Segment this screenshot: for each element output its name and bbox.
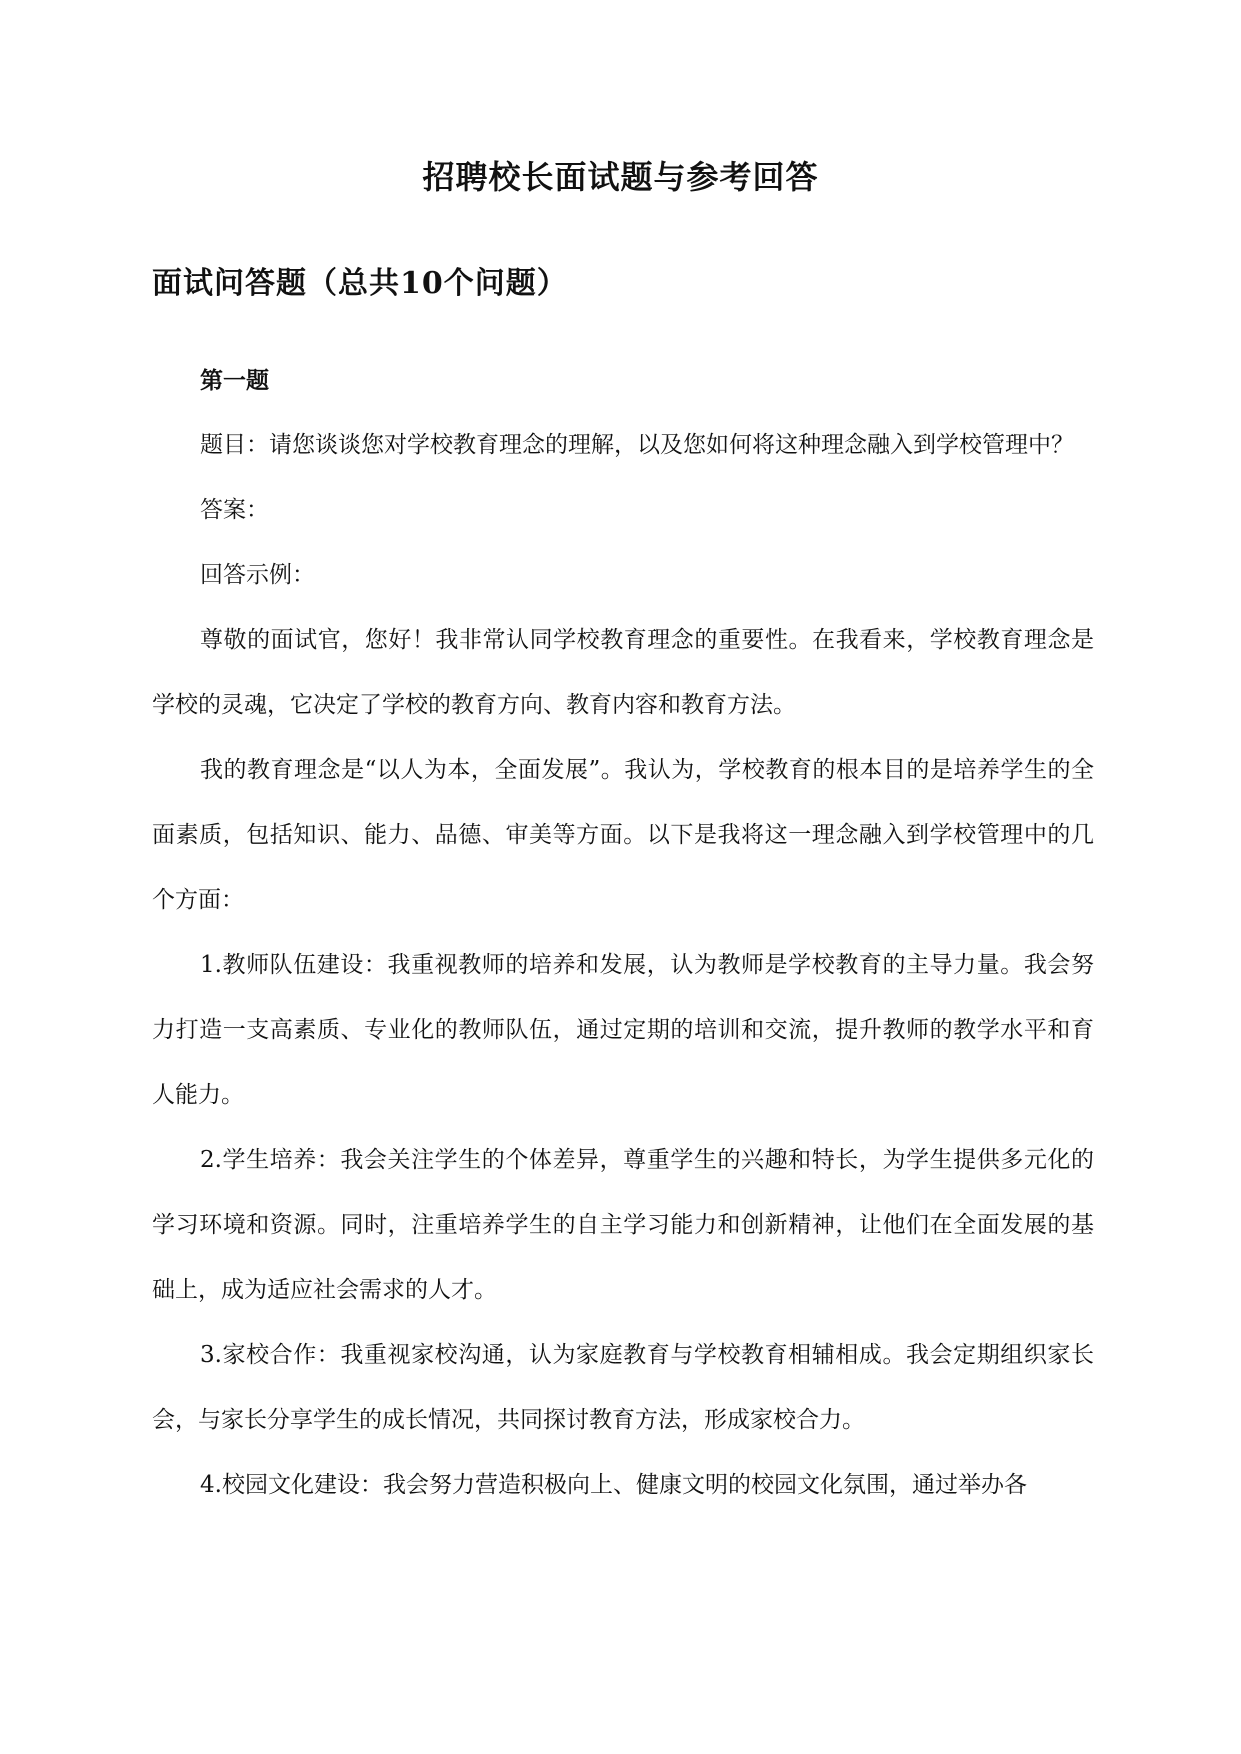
- answer-paragraph: 2.学生培养：我会关注学生的个体差异，尊重学生的兴趣和特长，为学生提供多元化的学习环境和资源。同时，注重培养学生的自主学习能力和创新精神，让他们在全面发展的基础上，成为适应社会需求的人才。: [152, 1147, 1094, 1303]
- answer-paragraph: 1.教师队伍建设：我重视教师的培养和发展，认为教师是学校教育的主导力量。我会努力打造一支高素质、专业化的教师队伍，通过定期的培训和交流，提升教师的教学水平和育人能力。: [152, 952, 1094, 1108]
- question-heading: 第一题: [200, 367, 269, 394]
- section-heading: 面试问答题（总共10个问题）: [152, 266, 568, 301]
- answer-paragraph: 4.校园文化建设：我会努力营造积极向上、健康文明的校园文化氛围，通过举办各: [200, 1472, 1027, 1498]
- answer-paragraph: 3.家校合作：我重视家校沟通，认为家庭教育与学校教育相辅相成。我会定期组织家长会，与家长分享学生的成长情况，共同探讨教育方法，形成家校合力。: [152, 1342, 1094, 1433]
- document-title: 招聘校长面试题与参考回答: [422, 158, 819, 196]
- answer-paragraph: 尊敬的面试官，您好！我非常认同学校教育理念的重要性。在我看来，学校教育理念是学校的灵魂，它决定了学校的教育方向、教育内容和教育方法。: [152, 627, 1094, 718]
- answer-label: 答案：: [200, 497, 269, 523]
- example-label: 回答示例：: [200, 562, 315, 588]
- question-prompt: 题目：请您谈谈您对学校教育理念的理解，以及您如何将这种理念融入到学校管理中？: [200, 432, 1074, 458]
- answer-paragraph: 我的教育理念是“以人为本，全面发展”。我认为，学校教育的根本目的是培养学生的全面素质，包括知识、能力、品德、审美等方面。以下是我将这一理念融入到学校管理中的几个方面：: [152, 757, 1094, 913]
- document-body: [152, 348, 1094, 1518]
